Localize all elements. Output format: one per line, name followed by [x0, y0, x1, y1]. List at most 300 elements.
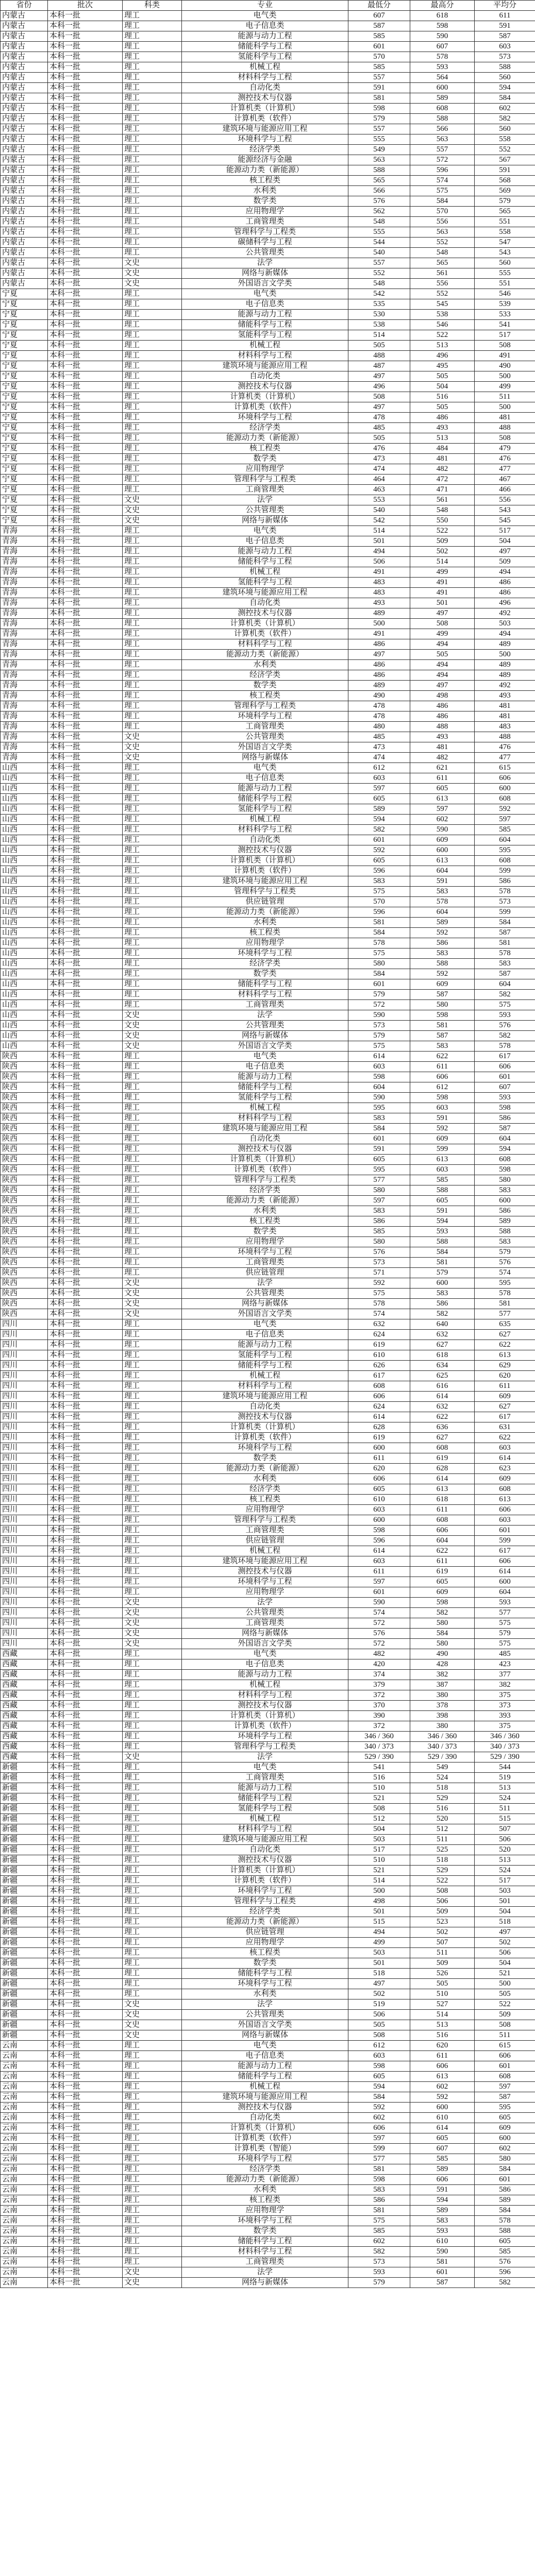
table-row [1, 474, 535, 485]
cell-major: 数学类 [182, 1227, 348, 1237]
cell-avg-score: 604 [475, 835, 535, 845]
cell-major: 工商管理类 [182, 1000, 348, 1010]
cell-batch: 本科一批 [48, 1052, 123, 1062]
cell-category: 理工 [123, 1505, 182, 1515]
cell-batch: 本科一批 [48, 536, 123, 547]
cell-min-score: 610 [348, 1495, 410, 1505]
table-row [1, 217, 535, 227]
cell-avg-score: 595 [475, 845, 535, 856]
cell-category: 理工 [123, 1969, 182, 1979]
cell-min-score: 576 [348, 196, 410, 207]
cell-batch: 本科一批 [48, 2123, 123, 2133]
cell-max-score: 614 [410, 2123, 475, 2133]
cell-batch: 本科一批 [48, 73, 123, 83]
cell-min-score: 577 [348, 1175, 410, 1185]
cell-major: 网络与新媒体 [182, 1031, 348, 1041]
cell-major: 建筑环境与能源应用工程 [182, 1392, 348, 1402]
cell-batch: 本科一批 [48, 83, 123, 93]
cell-max-score: 579 [410, 1268, 475, 1278]
cell-category: 理工 [123, 134, 182, 145]
table-row [1, 413, 535, 423]
cell-major: 建筑环境与能源应用工程 [182, 1835, 348, 1845]
cell-min-score: 491 [348, 567, 410, 578]
cell-min-score: 589 [348, 804, 410, 815]
cell-max-score: 552 [410, 238, 475, 248]
cell-major: 机械工程 [182, 1546, 348, 1556]
cell-batch: 本科一批 [48, 474, 123, 485]
cell-major: 能源与动力工程 [182, 1670, 348, 1680]
cell-province: 青海 [1, 660, 48, 670]
cell-batch: 本科一批 [48, 227, 123, 238]
table-row [1, 753, 535, 763]
cell-province: 陕西 [1, 1155, 48, 1165]
cell-category: 理工 [123, 2195, 182, 2206]
cell-min-score: 519 [348, 1999, 410, 2010]
table-row [1, 1876, 535, 1886]
cell-category: 理工 [123, 227, 182, 238]
cell-avg-score: 615 [475, 2041, 535, 2051]
cell-max-score: 585 [410, 2154, 475, 2164]
cell-avg-score: 506 [475, 1835, 535, 1845]
cell-avg-score: 611 [475, 1381, 535, 1392]
cell-batch: 本科一批 [48, 969, 123, 979]
table-row [1, 856, 535, 866]
cell-avg-score: 494 [475, 567, 535, 578]
table-row [1, 1670, 535, 1680]
cell-province: 内蒙古 [1, 114, 48, 124]
cell-batch: 本科一批 [48, 1010, 123, 1021]
table-row [1, 52, 535, 62]
cell-province: 青海 [1, 650, 48, 660]
cell-avg-score: 517 [475, 330, 535, 341]
cell-province: 四川 [1, 1422, 48, 1433]
cell-province: 青海 [1, 547, 48, 557]
cell-avg-score: 580 [475, 1175, 535, 1185]
cell-province: 宁夏 [1, 392, 48, 402]
cell-min-score: 500 [348, 619, 410, 629]
cell-major: 能源与动力工程 [182, 31, 348, 42]
cell-min-score: 600 [348, 1443, 410, 1453]
table-row [1, 1196, 535, 1206]
cell-category: 文史 [123, 2020, 182, 2030]
cell-category: 文史 [123, 2267, 182, 2278]
cell-batch: 本科一批 [48, 753, 123, 763]
cell-avg-score: 340 / 373 [475, 1742, 535, 1752]
cell-min-score: 580 [348, 959, 410, 969]
cell-category: 理工 [123, 969, 182, 979]
cell-province: 内蒙古 [1, 73, 48, 83]
cell-category: 理工 [123, 2257, 182, 2267]
table-row [1, 1350, 535, 1361]
cell-max-score: 518 [410, 1783, 475, 1793]
cell-max-score: 593 [410, 1227, 475, 1237]
cell-avg-score: 591 [475, 21, 535, 31]
cell-max-score: 486 [410, 701, 475, 711]
cell-major: 储能科学与工程 [182, 2072, 348, 2082]
cell-province: 新疆 [1, 1773, 48, 1783]
cell-max-score: 597 [410, 804, 475, 815]
table-row [1, 1453, 535, 1464]
cell-avg-score: 569 [475, 186, 535, 196]
table-row [1, 670, 535, 681]
cell-category: 理工 [123, 2133, 182, 2144]
cell-min-score: 516 [348, 1773, 410, 1783]
header-min-score: 最低分 [348, 1, 410, 11]
cell-avg-score: 608 [475, 794, 535, 804]
cell-major: 网络与新媒体 [182, 516, 348, 526]
cell-batch: 本科一批 [48, 2154, 123, 2164]
cell-major: 数学类 [182, 969, 348, 979]
cell-major: 应用物理学 [182, 1237, 348, 1247]
cell-province: 云南 [1, 2267, 48, 2278]
cell-major: 建筑环境与能源应用工程 [182, 1124, 348, 1134]
cell-avg-score: 578 [475, 1289, 535, 1299]
cell-major: 供应链管理 [182, 1268, 348, 1278]
cell-province: 新疆 [1, 1866, 48, 1876]
cell-max-score: 486 [410, 711, 475, 722]
cell-category: 理工 [123, 145, 182, 155]
cell-avg-score: 608 [475, 2072, 535, 2082]
cell-max-score: 523 [410, 1917, 475, 1927]
cell-category: 理工 [123, 2123, 182, 2133]
cell-min-score: 611 [348, 1567, 410, 1577]
table-row [1, 1958, 535, 1969]
cell-avg-score: 492 [475, 608, 535, 619]
table-row [1, 918, 535, 928]
cell-min-score: 379 [348, 1680, 410, 1690]
cell-min-score: 581 [348, 2164, 410, 2175]
cell-category: 理工 [123, 1392, 182, 1402]
cell-major: 电气类 [182, 1762, 348, 1773]
cell-category: 理工 [123, 2092, 182, 2103]
cell-max-score: 398 [410, 1711, 475, 1721]
table-row [1, 938, 535, 948]
cell-category: 理工 [123, 62, 182, 73]
cell-major: 经济学类 [182, 423, 348, 433]
cell-batch: 本科一批 [48, 2020, 123, 2030]
cell-avg-score: 500 [475, 371, 535, 382]
cell-min-score: 372 [348, 1721, 410, 1732]
cell-min-score: 605 [348, 2072, 410, 2082]
table-row [1, 1330, 535, 1340]
cell-max-score: 516 [410, 2030, 475, 2041]
cell-province: 西藏 [1, 1732, 48, 1742]
table-row [1, 485, 535, 495]
cell-province: 四川 [1, 1536, 48, 1546]
table-row [1, 2030, 535, 2041]
cell-category: 理工 [123, 1443, 182, 1453]
cell-major: 能源与动力工程 [182, 1340, 348, 1350]
cell-batch: 本科一批 [48, 887, 123, 897]
cell-batch: 本科一批 [48, 578, 123, 588]
cell-min-score: 583 [348, 876, 410, 887]
table-row [1, 351, 535, 361]
cell-province: 山西 [1, 948, 48, 959]
cell-category: 理工 [123, 444, 182, 454]
cell-max-score: 566 [410, 124, 475, 134]
table-row [1, 1072, 535, 1082]
cell-batch: 本科一批 [48, 835, 123, 845]
cell-min-score: 557 [348, 73, 410, 83]
cell-province: 云南 [1, 2216, 48, 2226]
cell-category: 理工 [123, 1927, 182, 1938]
cell-min-score: 340 / 373 [348, 1742, 410, 1752]
cell-category: 理工 [123, 93, 182, 104]
cell-major: 机械工程 [182, 2082, 348, 2092]
cell-category: 文史 [123, 1289, 182, 1299]
cell-category: 理工 [123, 1072, 182, 1082]
cell-major: 电气类 [182, 526, 348, 536]
cell-min-score: 614 [348, 1412, 410, 1422]
cell-category: 理工 [123, 2175, 182, 2185]
cell-avg-score: 587 [475, 969, 535, 979]
cell-province: 西藏 [1, 1701, 48, 1711]
cell-batch: 本科一批 [48, 588, 123, 598]
table-row [1, 1577, 535, 1587]
cell-batch: 本科一批 [48, 114, 123, 124]
cell-avg-score: 607 [475, 1082, 535, 1093]
cell-category: 理工 [123, 1361, 182, 1371]
cell-avg-score: 504 [475, 1958, 535, 1969]
cell-major: 材料科学与工程 [182, 1824, 348, 1835]
cell-avg-score: 595 [475, 1278, 535, 1289]
cell-category: 理工 [123, 1402, 182, 1412]
cell-avg-score: 600 [475, 1196, 535, 1206]
cell-min-score: 538 [348, 320, 410, 330]
cell-max-score: 522 [410, 330, 475, 341]
cell-avg-score: 623 [475, 1464, 535, 1474]
cell-province: 西藏 [1, 1711, 48, 1721]
cell-category: 理工 [123, 1567, 182, 1577]
cell-batch: 本科一批 [48, 2175, 123, 2185]
table-row [1, 454, 535, 464]
cell-batch: 本科一批 [48, 1392, 123, 1402]
table-row [1, 21, 535, 31]
cell-max-score: 583 [410, 948, 475, 959]
cell-province: 西藏 [1, 1742, 48, 1752]
table-row [1, 1896, 535, 1907]
cell-min-score: 584 [348, 928, 410, 938]
cell-major: 测控技术与仪器 [182, 93, 348, 104]
cell-batch: 本科一批 [48, 722, 123, 732]
cell-major: 计算机类（软件） [182, 1165, 348, 1175]
cell-province: 内蒙古 [1, 145, 48, 155]
cell-batch: 本科一批 [48, 1082, 123, 1093]
cell-major: 经济学类 [182, 1907, 348, 1917]
cell-max-score: 522 [410, 526, 475, 536]
cell-batch: 本科一批 [48, 217, 123, 227]
cell-batch: 本科一批 [48, 1701, 123, 1711]
cell-batch: 本科一批 [48, 1999, 123, 2010]
cell-avg-score: 547 [475, 238, 535, 248]
cell-category: 理工 [123, 567, 182, 578]
cell-category: 理工 [123, 423, 182, 433]
cell-min-score: 572 [348, 1000, 410, 1010]
cell-avg-score: 622 [475, 1340, 535, 1350]
cell-batch: 本科一批 [48, 310, 123, 320]
cell-major: 外国语言文学类 [182, 279, 348, 289]
cell-category: 文史 [123, 268, 182, 279]
cell-min-score: 579 [348, 990, 410, 1000]
cell-max-score: 592 [410, 928, 475, 938]
cell-batch: 本科一批 [48, 2257, 123, 2267]
table-row [1, 1392, 535, 1402]
table-row [1, 516, 535, 526]
table-row [1, 1835, 535, 1845]
cell-min-score: 500 [348, 1886, 410, 1896]
cell-batch: 本科一批 [48, 2082, 123, 2092]
cell-province: 四川 [1, 1443, 48, 1453]
cell-max-score: 509 [410, 1907, 475, 1917]
cell-category: 理工 [123, 238, 182, 248]
cell-province: 新疆 [1, 1999, 48, 2010]
cell-province: 宁夏 [1, 413, 48, 423]
cell-min-score: 603 [348, 1062, 410, 1072]
cell-min-score: 474 [348, 753, 410, 763]
cell-batch: 本科一批 [48, 52, 123, 62]
cell-max-score: 545 [410, 299, 475, 310]
cell-avg-score: 567 [475, 155, 535, 165]
cell-max-score: 611 [410, 2051, 475, 2061]
cell-province: 山西 [1, 845, 48, 856]
cell-category: 理工 [123, 1113, 182, 1124]
cell-province: 内蒙古 [1, 52, 48, 62]
cell-min-score: 514 [348, 526, 410, 536]
cell-batch: 本科一批 [48, 1144, 123, 1155]
cell-major: 能源与动力工程 [182, 784, 348, 794]
cell-major: 水利类 [182, 1206, 348, 1216]
cell-max-score: 591 [410, 2185, 475, 2195]
cell-major: 自动化类 [182, 1845, 348, 1855]
cell-category: 理工 [123, 433, 182, 444]
cell-province: 山西 [1, 773, 48, 784]
cell-province: 宁夏 [1, 341, 48, 351]
cell-avg-score: 393 [475, 1711, 535, 1721]
cell-batch: 本科一批 [48, 1577, 123, 1587]
table-row [1, 1010, 535, 1021]
cell-avg-score: 579 [475, 1629, 535, 1639]
cell-province: 宁夏 [1, 433, 48, 444]
cell-province: 新疆 [1, 2020, 48, 2030]
cell-avg-score: 500 [475, 1979, 535, 1989]
table-row [1, 1515, 535, 1526]
table-row [1, 1629, 535, 1639]
table-row [1, 2206, 535, 2216]
cell-max-score: 625 [410, 1371, 475, 1381]
cell-province: 青海 [1, 722, 48, 732]
cell-min-score: 514 [348, 1876, 410, 1886]
cell-major: 法学 [182, 258, 348, 268]
cell-min-score: 478 [348, 413, 410, 423]
cell-max-score: 513 [410, 2020, 475, 2030]
cell-province: 宁夏 [1, 320, 48, 330]
table-row [1, 1381, 535, 1392]
table-row [1, 289, 535, 299]
cell-batch: 本科一批 [48, 2072, 123, 2082]
cell-avg-score: 584 [475, 93, 535, 104]
cell-max-score: 618 [410, 1350, 475, 1361]
cell-max-score: 482 [410, 464, 475, 474]
cell-province: 西藏 [1, 1649, 48, 1659]
cell-province: 内蒙古 [1, 227, 48, 238]
cell-avg-score: 543 [475, 505, 535, 516]
cell-avg-score: 601 [475, 2061, 535, 2072]
cell-min-score: 494 [348, 1927, 410, 1938]
cell-avg-score: 560 [475, 73, 535, 83]
cell-min-score: 624 [348, 1330, 410, 1340]
cell-min-score: 595 [348, 1165, 410, 1175]
cell-batch: 本科一批 [48, 268, 123, 279]
table-row [1, 1773, 535, 1783]
cell-province: 新疆 [1, 1814, 48, 1824]
cell-batch: 本科一批 [48, 1546, 123, 1556]
cell-min-score: 626 [348, 1361, 410, 1371]
cell-min-score: 608 [348, 1381, 410, 1392]
cell-major: 机械工程 [182, 815, 348, 825]
cell-min-score: 503 [348, 1948, 410, 1958]
cell-min-score: 610 [348, 1350, 410, 1361]
cell-category: 理工 [123, 1412, 182, 1422]
cell-major: 外国语言文学类 [182, 1639, 348, 1649]
cell-major: 电子信息类 [182, 299, 348, 310]
cell-max-score: 616 [410, 1381, 475, 1392]
table-row [1, 2267, 535, 2278]
table-row [1, 804, 535, 815]
cell-max-score: 588 [410, 1237, 475, 1247]
cell-major: 计算机类（软件） [182, 1433, 348, 1443]
cell-min-score: 576 [348, 1247, 410, 1258]
cell-province: 新疆 [1, 1969, 48, 1979]
cell-min-score: 493 [348, 598, 410, 608]
cell-avg-score: 598 [475, 1165, 535, 1175]
table-row [1, 763, 535, 773]
cell-province: 云南 [1, 2082, 48, 2092]
cell-major: 能源动力类（新能源） [182, 1917, 348, 1927]
cell-max-score: 603 [410, 1103, 475, 1113]
cell-batch: 本科一批 [48, 248, 123, 258]
cell-min-score: 594 [348, 2082, 410, 2092]
cell-major: 建筑环境与能源应用工程 [182, 876, 348, 887]
cell-avg-score: 489 [475, 670, 535, 681]
cell-major: 数学类 [182, 1958, 348, 1969]
cell-max-score: 578 [410, 897, 475, 907]
cell-category: 理工 [123, 1124, 182, 1134]
cell-batch: 本科一批 [48, 454, 123, 464]
cell-max-score: 504 [410, 382, 475, 392]
cell-batch: 本科一批 [48, 1629, 123, 1639]
cell-batch: 本科一批 [48, 207, 123, 217]
cell-province: 四川 [1, 1556, 48, 1567]
cell-category: 理工 [123, 1175, 182, 1185]
cell-major: 自动化类 [182, 371, 348, 382]
cell-category: 理工 [123, 31, 182, 42]
table-row [1, 330, 535, 341]
cell-category: 理工 [123, 1103, 182, 1113]
cell-min-score: 586 [348, 2195, 410, 2206]
cell-province: 内蒙古 [1, 248, 48, 258]
cell-max-score: 634 [410, 1361, 475, 1371]
cell-province: 云南 [1, 2164, 48, 2175]
cell-avg-score: 582 [475, 990, 535, 1000]
cell-min-score: 596 [348, 866, 410, 876]
cell-category: 理工 [123, 1711, 182, 1721]
cell-min-score: 600 [348, 1515, 410, 1526]
cell-min-score: 586 [348, 1216, 410, 1227]
table-row [1, 1062, 535, 1072]
cell-category: 理工 [123, 2082, 182, 2092]
cell-min-score: 607 [348, 11, 410, 21]
cell-province: 内蒙古 [1, 134, 48, 145]
